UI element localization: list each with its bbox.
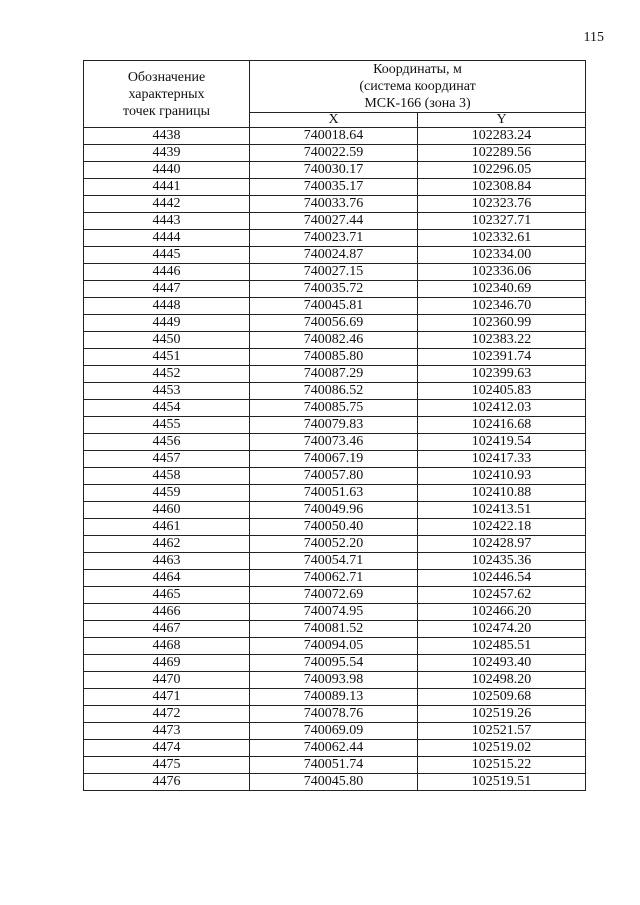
cell-point-id: 4455 xyxy=(84,417,250,434)
cell-point-id: 4461 xyxy=(84,519,250,536)
cell-x: 740082.46 xyxy=(250,332,418,349)
cell-point-id: 4462 xyxy=(84,536,250,553)
table-row xyxy=(84,383,586,400)
cell-point-id: 4475 xyxy=(84,757,250,774)
cell-y: 102410.93 xyxy=(418,468,586,485)
cell-point-id: 4470 xyxy=(84,672,250,689)
cell-x: 740062.71 xyxy=(250,570,418,587)
cell-point-id: 4440 xyxy=(84,162,250,179)
cell-y: 102327.71 xyxy=(418,213,586,230)
cell-x: 740057.80 xyxy=(250,468,418,485)
cell-y: 102410.88 xyxy=(418,485,586,502)
header-point-line-2: характерных xyxy=(128,86,205,102)
cell-x: 740081.52 xyxy=(250,621,418,638)
table-row xyxy=(84,519,586,536)
cell-x: 740078.76 xyxy=(250,706,418,723)
cell-x: 740049.96 xyxy=(250,502,418,519)
cell-point-id: 4469 xyxy=(84,655,250,672)
cell-y: 102466.20 xyxy=(418,604,586,621)
cell-x: 740069.09 xyxy=(250,723,418,740)
cell-point-id: 4441 xyxy=(84,179,250,196)
cell-y: 102336.06 xyxy=(418,264,586,281)
cell-point-id: 4447 xyxy=(84,281,250,298)
table-row xyxy=(84,553,586,570)
cell-y: 102515.22 xyxy=(418,757,586,774)
table-row xyxy=(84,757,586,774)
table-row xyxy=(84,196,586,213)
table-row xyxy=(84,264,586,281)
cell-point-id: 4443 xyxy=(84,213,250,230)
table-row xyxy=(84,502,586,519)
cell-x: 740085.75 xyxy=(250,400,418,417)
header-point-designation xyxy=(84,61,250,128)
cell-y: 102334.00 xyxy=(418,247,586,264)
cell-x: 740086.52 xyxy=(250,383,418,400)
table-row xyxy=(84,281,586,298)
cell-point-id: 4466 xyxy=(84,604,250,621)
cell-point-id: 4438 xyxy=(84,128,250,145)
table-row xyxy=(84,145,586,162)
cell-point-id: 4473 xyxy=(84,723,250,740)
cell-x: 740054.71 xyxy=(250,553,418,570)
cell-x: 740056.69 xyxy=(250,315,418,332)
cell-y: 102346.70 xyxy=(418,298,586,315)
table-row xyxy=(84,468,586,485)
cell-y: 102412.03 xyxy=(418,400,586,417)
table-row xyxy=(84,485,586,502)
cell-y: 102485.51 xyxy=(418,638,586,655)
cell-y: 102405.83 xyxy=(418,383,586,400)
cell-x: 740035.17 xyxy=(250,179,418,196)
cell-point-id: 4448 xyxy=(84,298,250,315)
cell-x: 740027.15 xyxy=(250,264,418,281)
table-row xyxy=(84,570,586,587)
cell-point-id: 4471 xyxy=(84,689,250,706)
header-x: X xyxy=(250,113,418,128)
cell-point-id: 4446 xyxy=(84,264,250,281)
cell-y: 102419.54 xyxy=(418,434,586,451)
cell-y: 102296.05 xyxy=(418,162,586,179)
table-row xyxy=(84,434,586,451)
cell-y: 102383.22 xyxy=(418,332,586,349)
cell-x: 740022.59 xyxy=(250,145,418,162)
cell-x: 740085.80 xyxy=(250,349,418,366)
cell-y: 102474.20 xyxy=(418,621,586,638)
table-row xyxy=(84,230,586,247)
cell-point-id: 4444 xyxy=(84,230,250,247)
cell-y: 102283.24 xyxy=(418,128,586,145)
table-row xyxy=(84,400,586,417)
cell-point-id: 4465 xyxy=(84,587,250,604)
cell-point-id: 4445 xyxy=(84,247,250,264)
header-coords-line-3: МСК-166 (зона 3) xyxy=(364,96,471,111)
cell-y: 102435.36 xyxy=(418,553,586,570)
cell-y: 102391.74 xyxy=(418,349,586,366)
cell-point-id: 4460 xyxy=(84,502,250,519)
cell-point-id: 4468 xyxy=(84,638,250,655)
table-row xyxy=(84,655,586,672)
cell-y: 102428.97 xyxy=(418,536,586,553)
table-row xyxy=(84,451,586,468)
cell-x: 740087.29 xyxy=(250,366,418,383)
table-header xyxy=(84,61,586,128)
table-row xyxy=(84,247,586,264)
cell-point-id: 4439 xyxy=(84,145,250,162)
page-number: 115 xyxy=(583,30,604,45)
cell-y: 102323.76 xyxy=(418,196,586,213)
cell-point-id: 4442 xyxy=(84,196,250,213)
table-row xyxy=(84,723,586,740)
cell-x: 740095.54 xyxy=(250,655,418,672)
table-row xyxy=(84,638,586,655)
cell-y: 102457.62 xyxy=(418,587,586,604)
cell-y: 102422.18 xyxy=(418,519,586,536)
cell-x: 740067.19 xyxy=(250,451,418,468)
cell-point-id: 4456 xyxy=(84,434,250,451)
cell-point-id: 4450 xyxy=(84,332,250,349)
cell-point-id: 4464 xyxy=(84,570,250,587)
cell-x: 740030.17 xyxy=(250,162,418,179)
cell-y: 102493.40 xyxy=(418,655,586,672)
cell-x: 740072.69 xyxy=(250,587,418,604)
cell-x: 740094.05 xyxy=(250,638,418,655)
header-coords-line-1: Координаты, м xyxy=(373,62,462,77)
cell-point-id: 4459 xyxy=(84,485,250,502)
header-coords-line-2: (система координат xyxy=(359,79,476,94)
cell-y: 102332.61 xyxy=(418,230,586,247)
cell-x: 740045.81 xyxy=(250,298,418,315)
cell-x: 740033.76 xyxy=(250,196,418,213)
cell-x: 740050.40 xyxy=(250,519,418,536)
cell-y: 102308.84 xyxy=(418,179,586,196)
cell-point-id: 4457 xyxy=(84,451,250,468)
cell-point-id: 4476 xyxy=(84,774,250,791)
table-row xyxy=(84,332,586,349)
coordinates-table xyxy=(83,60,586,791)
table-row xyxy=(84,621,586,638)
cell-point-id: 4452 xyxy=(84,366,250,383)
table-row xyxy=(84,298,586,315)
table-row xyxy=(84,366,586,383)
cell-point-id: 4463 xyxy=(84,553,250,570)
table-row xyxy=(84,179,586,196)
cell-y: 102417.33 xyxy=(418,451,586,468)
cell-x: 740035.72 xyxy=(250,281,418,298)
cell-point-id: 4451 xyxy=(84,349,250,366)
cell-x: 740045.80 xyxy=(250,774,418,791)
cell-x: 740052.20 xyxy=(250,536,418,553)
header-coordinates xyxy=(250,61,586,113)
cell-x: 740073.46 xyxy=(250,434,418,451)
cell-point-id: 4449 xyxy=(84,315,250,332)
table-row xyxy=(84,774,586,791)
cell-x: 740079.83 xyxy=(250,417,418,434)
table-row xyxy=(84,536,586,553)
cell-x: 740027.44 xyxy=(250,213,418,230)
header-point-line-3: точек границы xyxy=(123,103,210,119)
table-row xyxy=(84,213,586,230)
cell-point-id: 4474 xyxy=(84,740,250,757)
cell-point-id: 4453 xyxy=(84,383,250,400)
cell-y: 102340.69 xyxy=(418,281,586,298)
table-body xyxy=(84,128,586,791)
cell-y: 102519.51 xyxy=(418,774,586,791)
cell-y: 102413.51 xyxy=(418,502,586,519)
cell-point-id: 4454 xyxy=(84,400,250,417)
cell-y: 102399.63 xyxy=(418,366,586,383)
cell-y: 102289.56 xyxy=(418,145,586,162)
cell-point-id: 4472 xyxy=(84,706,250,723)
header-point-line-1: Обозначение xyxy=(127,69,206,85)
cell-x: 740024.87 xyxy=(250,247,418,264)
table-row xyxy=(84,706,586,723)
cell-x: 740023.71 xyxy=(250,230,418,247)
cell-x: 740062.44 xyxy=(250,740,418,757)
cell-point-id: 4467 xyxy=(84,621,250,638)
cell-y: 102509.68 xyxy=(418,689,586,706)
table-row xyxy=(84,587,586,604)
table-row xyxy=(84,162,586,179)
cell-x: 740018.64 xyxy=(250,128,418,145)
cell-y: 102519.26 xyxy=(418,706,586,723)
cell-x: 740089.13 xyxy=(250,689,418,706)
cell-y: 102416.68 xyxy=(418,417,586,434)
table-row xyxy=(84,128,586,145)
cell-y: 102360.99 xyxy=(418,315,586,332)
header-y: Y xyxy=(418,113,586,128)
table-row xyxy=(84,604,586,621)
cell-y: 102521.57 xyxy=(418,723,586,740)
table-row xyxy=(84,349,586,366)
cell-x: 740093.98 xyxy=(250,672,418,689)
table-row xyxy=(84,315,586,332)
cell-y: 102446.54 xyxy=(418,570,586,587)
table-row xyxy=(84,417,586,434)
cell-point-id: 4458 xyxy=(84,468,250,485)
cell-x: 740051.74 xyxy=(250,757,418,774)
table-row xyxy=(84,740,586,757)
cell-y: 102498.20 xyxy=(418,672,586,689)
cell-y: 102519.02 xyxy=(418,740,586,757)
table-row xyxy=(84,689,586,706)
cell-x: 740051.63 xyxy=(250,485,418,502)
cell-x: 740074.95 xyxy=(250,604,418,621)
table-row xyxy=(84,672,586,689)
